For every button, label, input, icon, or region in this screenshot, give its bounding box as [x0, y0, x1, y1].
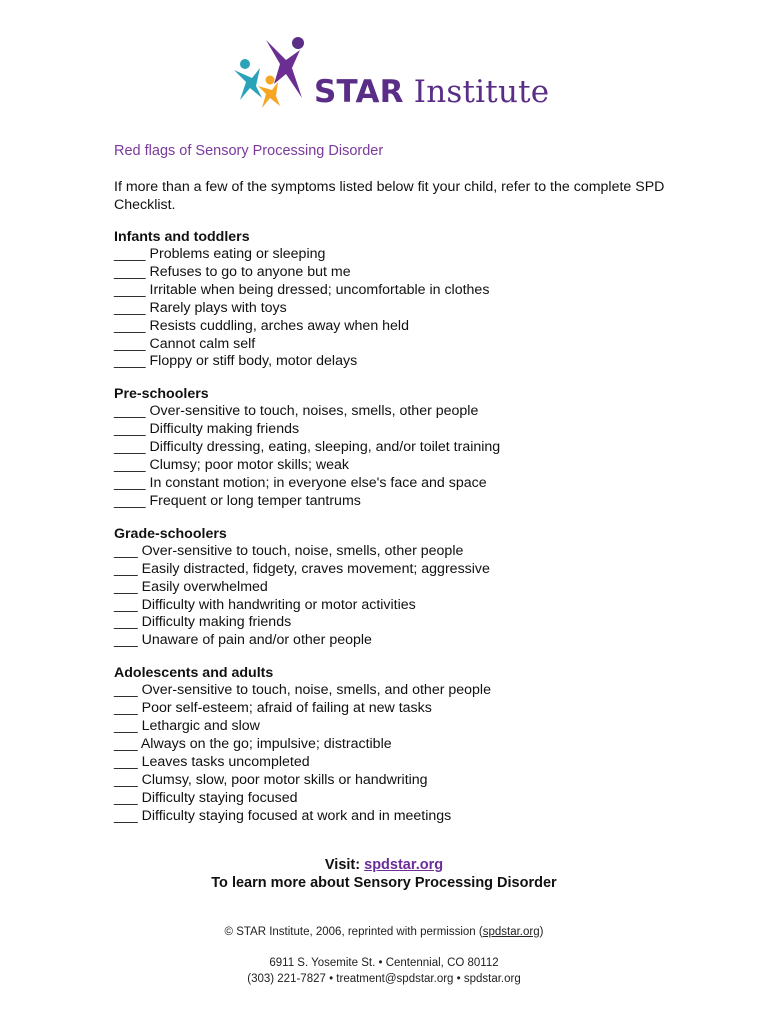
checklist-item-label: Cannot calm self [149, 335, 256, 352]
section-heading: Pre-schoolers [114, 386, 209, 403]
blank-line[interactable]: ___ [114, 560, 138, 577]
checklist-item-label: Difficulty making friends [141, 614, 292, 631]
page-title: Red flags of Sensory Processing Disorder [114, 143, 384, 159]
section-heading: Infants and toddlers [114, 229, 250, 245]
checklist [114, 246, 674, 371]
copyright-suffix: ) [539, 926, 544, 938]
blank-line[interactable]: ____ [114, 492, 146, 509]
blank-line[interactable]: ___ [114, 753, 138, 770]
blank-line[interactable]: ___ [114, 807, 138, 824]
visit-block [0, 856, 768, 892]
blank-line[interactable]: ____ [114, 474, 146, 491]
visit-label: Visit: [324, 857, 361, 873]
checklist-item [114, 561, 674, 579]
intro-text: If more than a few of the symptoms listed below fit your child, refer to the complete SPD Checklist. [114, 179, 665, 213]
blank-line[interactable]: ____ [114, 263, 146, 280]
checklist-item-label: Over-sensitive to touch, noise, smells, other people [141, 542, 464, 559]
blank-line[interactable]: ___ [114, 614, 138, 631]
checklist-item-label: Leaves tasks uncompleted [141, 753, 310, 770]
checklist-item [114, 754, 674, 772]
checklist-item [114, 475, 674, 493]
checklist-item [114, 353, 674, 371]
blank-line[interactable]: ____ [114, 335, 146, 352]
checklist-item-label: Easily overwhelmed [141, 578, 268, 595]
blank-line[interactable]: ___ [114, 682, 138, 699]
checklist-item [114, 543, 674, 561]
checklist [114, 682, 674, 825]
blank-line[interactable]: ____ [114, 403, 146, 420]
checklist-item-label: Problems eating or sleeping [149, 246, 326, 262]
checklist-item [114, 682, 674, 700]
copyright-link[interactable]: spdstar.org [482, 926, 540, 938]
checklist [114, 543, 674, 650]
blank-line[interactable]: ___ [114, 789, 138, 806]
checklist-item-label: Poor self-esteem; afraid of failing at new tasks [141, 700, 432, 717]
checklist-item-label: Rarely plays with toys [149, 299, 287, 316]
checklist-item-label: Difficulty making friends [149, 421, 300, 438]
checklist-item [114, 700, 674, 718]
blank-line[interactable]: ____ [114, 421, 146, 438]
blank-line[interactable]: ___ [114, 718, 138, 735]
checklist-item [114, 318, 674, 336]
blank-line[interactable]: ____ [114, 457, 146, 474]
brand-name [314, 74, 549, 110]
visit-link[interactable]: spdstar.org [364, 857, 444, 873]
checklist-item [114, 718, 674, 736]
checklist-item-label: Difficulty staying focused [141, 789, 298, 806]
checklist-item [114, 457, 674, 475]
section-pre-schoolers [114, 385, 674, 510]
checklist-item-label: Lethargic and slow [141, 718, 260, 735]
checklist-item-label: Difficulty with handwriting or motor activities [141, 596, 416, 613]
section-heading: Adolescents and adults [114, 665, 274, 682]
blank-line[interactable]: ___ [114, 542, 138, 559]
checklist-item-label: Resists cuddling, arches away when held [149, 317, 409, 334]
blank-line[interactable]: ____ [114, 353, 146, 370]
blank-line[interactable]: ___ [114, 632, 138, 649]
checklist-item [114, 736, 674, 754]
checklist-item [114, 579, 674, 597]
checklist-item [114, 614, 674, 632]
checklist-item [114, 246, 674, 264]
blank-line[interactable]: ___ [114, 735, 138, 752]
checklist-item-label: In constant motion; in everyone else's face and space [149, 474, 487, 491]
checklist-item [114, 421, 674, 439]
checklist-item-label: Over-sensitive to touch, noises, smells, other people [149, 403, 479, 420]
blank-line[interactable]: ____ [114, 246, 146, 262]
checklist-item [114, 403, 674, 421]
checklist-item [114, 264, 674, 282]
checklist-item-label: Refuses to go to anyone but me [149, 263, 351, 280]
copyright-prefix: © STAR Institute, 2006, reprinted with permission ( [224, 926, 483, 938]
blank-line[interactable]: ___ [114, 596, 138, 613]
checklist-item-label: Difficulty dressing, eating, sleeping, and/or toilet training [149, 439, 501, 456]
checklist-item [114, 300, 674, 318]
brand-name-bold: STAR [314, 74, 404, 110]
section-heading: Grade-schoolers [114, 525, 227, 542]
blank-line[interactable]: ____ [114, 299, 146, 316]
blank-line[interactable]: ____ [114, 317, 146, 334]
checklist-item-label: Over-sensitive to touch, noise, smells, and other people [141, 682, 491, 699]
checklist-item-label: Irritable when being dressed; uncomfortable in clothes [149, 281, 490, 298]
blank-line[interactable]: ___ [114, 771, 138, 788]
checklist-item-label: Clumsy; poor motor skills; weak [149, 457, 349, 474]
checklist-item [114, 493, 674, 511]
section-adolescents-adults [114, 664, 674, 825]
visit-line [0, 856, 768, 874]
blank-line[interactable]: ___ [114, 578, 138, 595]
star-institute-logo [228, 34, 548, 114]
checklist-item [114, 439, 674, 457]
checklist-item-label: Frequent or long temper tantrums [149, 492, 361, 509]
checklist-item [114, 336, 674, 354]
address-line: 6911 S. Yosemite St. • Centennial, CO 80112 [269, 957, 499, 969]
section-grade-schoolers [114, 525, 674, 650]
checklist-item [114, 790, 674, 808]
checklist-item-label: Clumsy, slow, poor motor skills or handwriting [141, 771, 428, 788]
checklist-item-label: Floppy or stiff body, motor delays [149, 353, 358, 370]
star-figures-icon [228, 34, 312, 114]
checklist-item-label: Unaware of pain and/or other people [141, 632, 372, 649]
checklist-item-label: Easily distracted, fidgety, craves movement; aggressive [141, 560, 490, 577]
checklist-item [114, 282, 674, 300]
checklist-item [114, 597, 674, 615]
document-body [114, 143, 674, 839]
checklist [114, 403, 674, 510]
copyright-line [0, 926, 768, 938]
contact-line: (303) 221-7827 • treatment@spdstar.org • spdstar.org [247, 973, 521, 985]
section-infants-toddlers [114, 228, 674, 371]
brand-name-rest: Institute [413, 74, 550, 110]
checklist-item-label: Difficulty staying focused at work and in meetings [141, 807, 452, 824]
blank-line[interactable]: ____ [114, 439, 146, 456]
checklist-item [114, 772, 674, 790]
visit-tagline: To learn more about Sensory Processing Disorder [211, 875, 557, 891]
checklist-item [114, 632, 674, 650]
blank-line[interactable]: ____ [114, 281, 146, 298]
blank-line[interactable]: ___ [114, 700, 138, 717]
checklist-item [114, 808, 674, 826]
checklist-item-label: Always on the go; impulsive; distractible [140, 735, 392, 752]
